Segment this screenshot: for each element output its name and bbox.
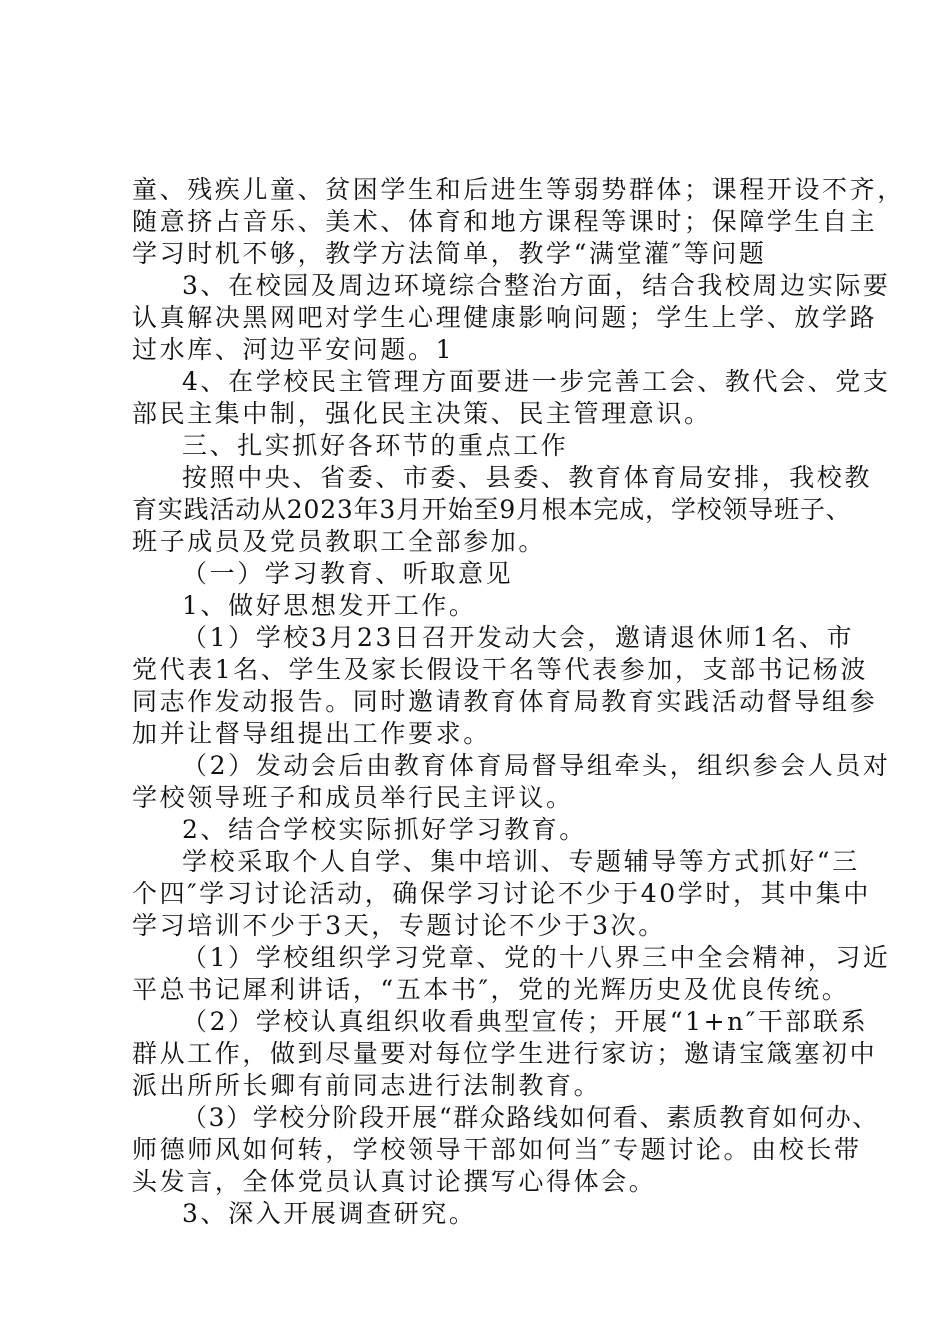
text-line: 平总书记犀利讲话，“五本书″，党的光辉历史及优良传统。	[132, 975, 850, 1004]
text-line: 学习时机不够，教学方法简单，教学“满堂灌″等问题	[132, 239, 767, 268]
text-line: （2）学校认真组织收看典型宣传；开展“1+n″干部联系	[182, 1007, 869, 1036]
text-line: 3、在校园及周边环境综合整治方面，结合我校周边实际要	[182, 271, 891, 300]
text-line: 党代表1名、学生及家长假设干名等代表参加，支部书记杨波	[132, 655, 869, 684]
text-line: 个四″学习讨论活动，确保学习讨论不少于40学时，其中集中	[132, 879, 871, 908]
text-line: （2）发动会后由教育体育局督导组牵头，组织参会人员对	[182, 751, 891, 780]
text-line: 师德师风如何转，学校领导干部如何当″专题讨论。由校长带	[132, 1135, 862, 1164]
text-line: 同志作发动报告。同时邀请教育体育局教育实践活动督导组参	[132, 687, 878, 716]
text-line: （1）学校3月23日召开发动大会，邀请退休师1名、市	[182, 623, 855, 652]
text-line: （1）学校组织学习党章、党的十八界三中全会精神，习近	[182, 943, 891, 972]
subsection-heading: （一）学习教育、听取意见	[182, 559, 514, 588]
text-line: 群从工作，做到尽量要对每位学生进行家访；邀请宝箴塞初中	[132, 1039, 878, 1068]
text-line: 加并让督导组提出工作要求。	[132, 719, 491, 748]
text-line: 按照中央、省委、市委、县委、教育体育局安排，我校教	[182, 463, 873, 492]
text-line: 随意挤占音乐、美术、体育和地方课程等课时；保障学生自主	[132, 207, 878, 236]
text-line: 育实践活动从2023年3月开始至9月根本完成，学校领导班子、	[132, 495, 852, 524]
text-line: 学习培训不少于3天，专题讨论不少于3次。	[132, 911, 666, 940]
text-line: 认真解决黑网吧对学生心理健康影响问题；学生上学、放学路	[132, 303, 878, 332]
text-line: 派出所所长卿有前同志进行法制教育。	[132, 1071, 602, 1100]
text-line: 头发言，全体党员认真讨论撰写心得体会。	[132, 1167, 657, 1196]
text-line: 过水库、河边平安问题。1	[132, 335, 455, 364]
text-line: 部民主集中制，强化民主决策、民主管理意识。	[132, 399, 712, 428]
text-line: 1、做好思想发开工作。	[182, 591, 477, 620]
text-line: （3）学校分阶段开展“群众路线如何看、素质教育如何办、	[182, 1103, 879, 1132]
section-heading: 三、扎实抓好各环节的重点工作	[182, 431, 569, 460]
text-line: 3、深入开展调查研究。	[182, 1199, 477, 1228]
text-line: 学校采取个人自学、集中培训、专题辅导等方式抓好“三	[182, 847, 860, 876]
text-line: 班子成员及党员教职工全部参加。	[132, 527, 547, 556]
text-line: 4、在学校民主管理方面要进一步完善工会、教代会、党支	[182, 367, 891, 396]
text-line: 童、残疾儿童、贫困学生和后进生等弱势群体；课程开设不齐，	[132, 175, 905, 204]
text-line: 2、结合学校实际抓好学习教育。	[182, 815, 587, 844]
text-line: 学校领导班子和成员举行民主评议。	[132, 783, 574, 812]
